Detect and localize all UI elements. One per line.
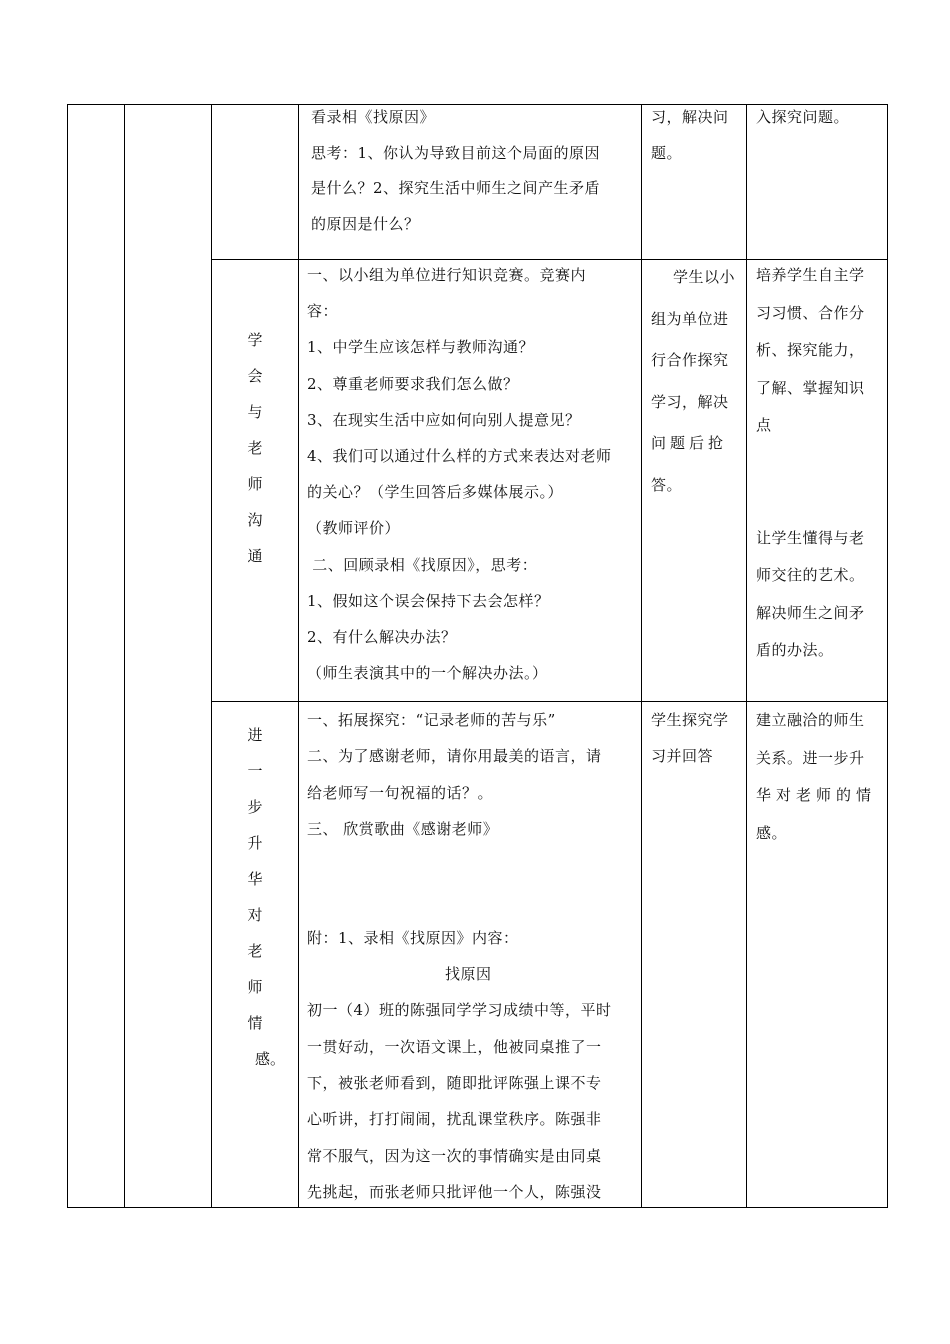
table-col-divider-1 [124,104,125,1208]
content-line: 心听讲，打打闹闹，扰乱课堂秩序。陈强非 [307,1110,602,1129]
row1-student-cell [651,100,729,171]
row3-student-cell [651,702,729,774]
content-line: 一贯好动，一次语文课上，他被同桌推了一 [307,1037,602,1056]
content-line: 先挑起，而张老师只批评他一个人，陈强没 [307,1182,602,1201]
intent-line: 析、探究能力， [756,341,865,359]
intent-line: 盾的办法。 [756,641,834,659]
table-col-divider-2 [211,104,212,1208]
student-line: 习，解决问 [651,108,729,126]
intent-line: 点 [756,416,772,434]
content-line: 思考：1、你认为导致目前这个局面的原因 [311,143,601,162]
student-line: 行合作探究 [651,351,729,369]
row2-stage-label: 学 会 与 老 师 沟 通 [247,331,263,565]
content-line: 3、在现实生活中应如何向别人提意见？ [307,410,581,429]
row2-content-cell [307,257,612,691]
content-line: 二、回顾录相《找原因》，思考： [307,555,538,574]
content-line: 常不服气，因为这一次的事情确实是由同桌 [307,1146,602,1165]
content-line: 一、以小组为单位进行知识竞赛。竞赛内 [307,266,587,284]
content-line: 的关心？（学生回答后多媒体展示。） [307,483,564,502]
content-line: （教师评价） [307,519,401,538]
content-line: 2、尊重老师要求我们怎么做？ [307,374,519,393]
student-line: 题。 [651,143,683,162]
intent-line: 让学生懂得与老 [756,528,865,547]
row3-content-cell [307,702,612,1210]
row3-intent-cell [756,702,876,852]
content-line: 1、假如这个误会保持下去会怎样？ [307,591,550,610]
content-line: 初一（4）班的陈强同学学习成绩中等，平时 [307,1001,612,1020]
row3-stage-label: 进 一 步 升 华 对 老 师 情 感。 [247,726,286,1068]
table-border-left [67,104,68,1208]
student-line: 学习，解决 [651,392,729,411]
table-col-divider-5 [746,104,747,1208]
intent-line [756,445,865,483]
intent-line: 培养学生自主学 [756,266,865,284]
content-line: 三、 欣赏歌曲《感谢老师》 [307,819,499,838]
student-line: 习并回答 [651,747,714,765]
intent-line: 建立融洽的师生 [756,711,865,729]
table-border-right [887,104,888,1208]
intent-line: 入探究问题。 [756,108,850,126]
table-col-divider-4 [641,104,642,1208]
student-line: 学生探究学 [651,711,729,729]
row2-student-cell [651,257,735,506]
content-line: 4、我们可以通过什么样的方式来表达对老师 [307,447,612,466]
content-line: 2、有什么解决办法？ [307,628,457,647]
content-line: （师生表演其中的一个解决办法。） [307,664,548,683]
student-line: 组为单位进 [651,309,729,328]
content-line [307,883,612,919]
intent-line: 解决师生之间矛 [756,603,865,622]
intent-line: 师交往的艺术。 [756,566,865,584]
intent-line: 感。 [756,823,788,842]
content-line: 是什么？2、探究生活中师生之间产生矛盾 [311,179,601,197]
content-line: 1、中学生应该怎样与教师沟通？ [307,338,535,357]
intent-line: 习习惯、合作分 [756,303,865,322]
row1-content-cell [311,100,600,242]
content-line: 附：1、录相《找原因》内容： [307,928,519,947]
student-line: 答。 [651,475,683,494]
intent-line [756,482,865,520]
student-line: 问题后抢 [651,434,728,452]
content-line: 找原因 [445,965,492,984]
student-line: 学生以小 [673,268,736,286]
row1-intent-cell [756,100,849,136]
row2-intent-cell [756,257,865,670]
content-line: 下，被张老师看到，随即批评陈强上课不专 [307,1073,602,1092]
intent-line: 关系。进一步升 [756,748,865,767]
content-line: 看录相《找原因》 [311,108,436,126]
content-line: 二、为了感谢老师，请你用最美的语言，请 [307,747,602,766]
content-line: 的原因是什么？ [311,214,420,233]
content-line: 给老师写一句祝福的话？。 [307,783,494,802]
content-line: 一、拓展探究：“记录老师的苦与乐” [307,711,556,729]
table-col-divider-3 [298,104,299,1208]
intent-line: 华对老师的情 [756,786,877,804]
content-line: 容： [307,302,339,321]
intent-line: 了解、掌握知识 [756,378,865,397]
content-line [307,847,612,883]
